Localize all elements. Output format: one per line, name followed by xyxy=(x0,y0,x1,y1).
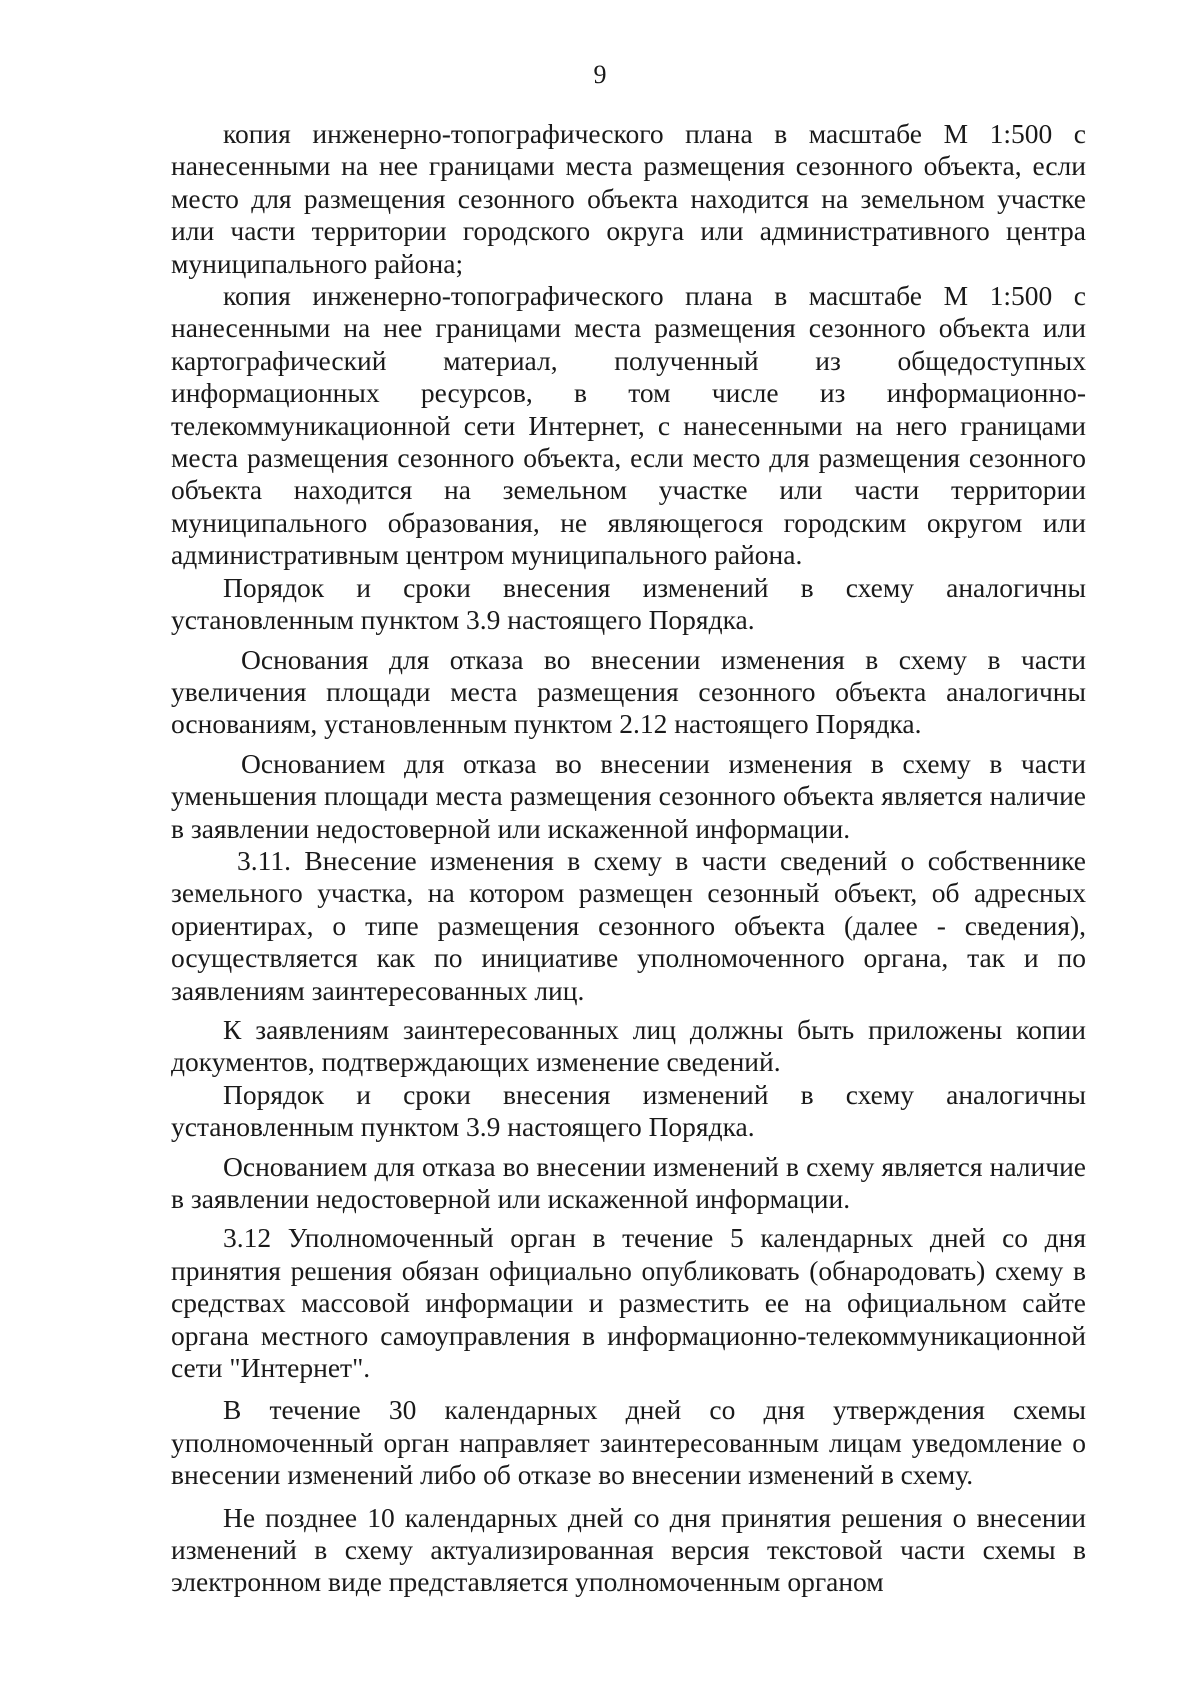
paragraph-topographic-plan-municipal: копия инженерно-топографического плана в масштабе М 1:500 с нанесенными на нее границами места размещения сезонного объекта или картографический материал, полученный из общедоступных информационных ресурсов, в том числе из информационно-телекоммуникационной сети Интернет, с нанесенными на него границами места размещения сезонного объекта, если место для размещения сезонного объекта находится на земельном участке или части территории муниципального образования, не являющегося городским округом или административным центром муниципального района. xyxy=(171,280,1086,571)
paragraph-refusal-grounds: Основанием для отказа во внесении изменений в схему является наличие в заявлении недостоверной или искаженной информации. xyxy=(171,1150,1086,1214)
paragraph-3-12: 3.12 Уполномоченный орган в течение 5 календарных дней со дня принятия решения обязан официально опубликовать (обнародовать) схему в средствах массовой информации и разместить ее на официальном сайте органа местного самоуправления в информационно-телекоммуникационной сети "Интернет". xyxy=(171,1222,1086,1384)
paragraph-attachments: К заявлениям заинтересованных лиц должны быть приложены копии документов, подтверждающих изменение сведений. xyxy=(171,1013,1086,1078)
document-body xyxy=(171,118,1086,1599)
paragraph-electronic-version: Не позднее 10 календарных дней со дня принятия решения о внесении изменений в схему актуализированная версия текстовой части схемы в электронном виде представляется уполномоченным органом xyxy=(171,1501,1086,1598)
paragraph-refusal-decrease: Основанием для отказа во внесении изменения в схему в части уменьшения площади места размещения сезонного объекта является наличие в заявлении недостоверной или искаженной информации. xyxy=(171,747,1086,844)
paragraph-topographic-plan-urban: копия инженерно-топографического плана в масштабе М 1:500 с нанесенными на нее границами места размещения сезонного объекта, если место для размещения сезонного объекта находится на земельном участке или части территории городского округа или административного центра муниципального района; xyxy=(171,118,1086,279)
paragraph-refusal-increase: Основания для отказа во внесении изменения в схему в части увеличения площади места размещения сезонного объекта аналогичны основаниям, установленным пунктом 2.12 настоящего Порядка. xyxy=(171,643,1086,740)
paragraph-notification: В течение 30 календарных дней со дня утверждения схемы уполномоченный орган направляет заинтересованным лицам уведомление о внесении изменений либо об отказе во внесении изменений в схему. xyxy=(171,1394,1086,1491)
paragraph-3-11: 3.11. Внесение изменения в схему в части сведений о собственнике земельного участка, на котором размещен сезонный объект, об адресных ориентирах, о типе размещения сезонного объекта (далее - сведения), осуществляется как по инициативе уполномоченного органа, так и по заявлениям заинтересованных лиц. xyxy=(171,844,1086,1006)
paragraph-procedure-terms-2: Порядок и сроки внесения изменений в схему аналогичны установленным пунктом 3.9 настоящего Порядка. xyxy=(171,1078,1086,1143)
page-number: 9 xyxy=(593,60,607,89)
paragraph-procedure-terms: Порядок и сроки внесения изменений в схему аналогичны установленным пунктом 3.9 настоящего Порядка. xyxy=(171,571,1086,636)
